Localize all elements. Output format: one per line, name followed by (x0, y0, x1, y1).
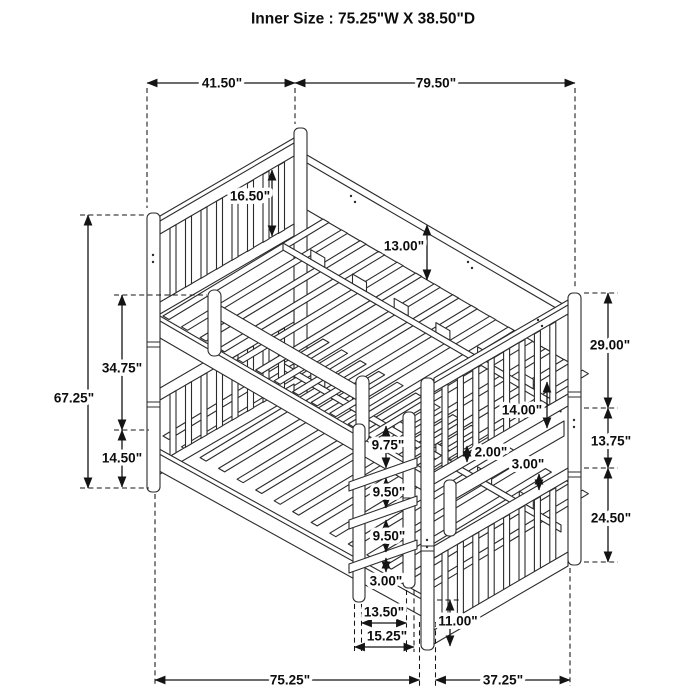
dim-label-14-50: 14.50" (101, 450, 143, 466)
dim-label-29-00: 29.00" (589, 337, 631, 353)
dim-label-15-25: 15.25" (366, 628, 408, 644)
upper-headboard (160, 138, 294, 314)
dim-label-24-50: 24.50" (590, 510, 632, 526)
bed-line-drawing (147, 128, 588, 650)
dim-label-9-50-a: 9.50" (372, 484, 406, 500)
dim-label-16-50: 16.50" (229, 188, 271, 204)
dim-label-14-00: 14.00" (501, 402, 543, 418)
dim-label-37-25: 37.25" (482, 672, 524, 688)
dim-label-13-00: 13.00" (383, 238, 425, 254)
post-back-right (568, 293, 581, 565)
dim-label-2-00: 2.00" (474, 444, 508, 460)
dim-label-75-25: 75.25" (269, 672, 311, 688)
dim-label-9-50-b: 9.50" (372, 528, 406, 544)
dim-label-79-50: 79.50" (415, 75, 457, 91)
diagram-title: Inner Size : 75.25"W X 38.50"D (250, 10, 476, 28)
dim-label-3-00-ladder: 3.00" (369, 573, 403, 589)
dim-label-13-50: 13.50" (363, 604, 405, 620)
dim-label-9-75: 9.75" (371, 437, 405, 453)
dim-label-34-75: 34.75" (101, 360, 143, 376)
dim-label-3-00-right: 3.00" (511, 456, 545, 472)
post-front-right (421, 378, 434, 650)
ladder-left-rail (353, 424, 365, 602)
dim-label-41-50: 41.50" (201, 75, 243, 91)
dim-label-13-75: 13.75" (590, 433, 632, 449)
dim-label-67-25: 67.25" (53, 390, 95, 406)
dim-label-11-00: 11.00" (438, 613, 478, 629)
